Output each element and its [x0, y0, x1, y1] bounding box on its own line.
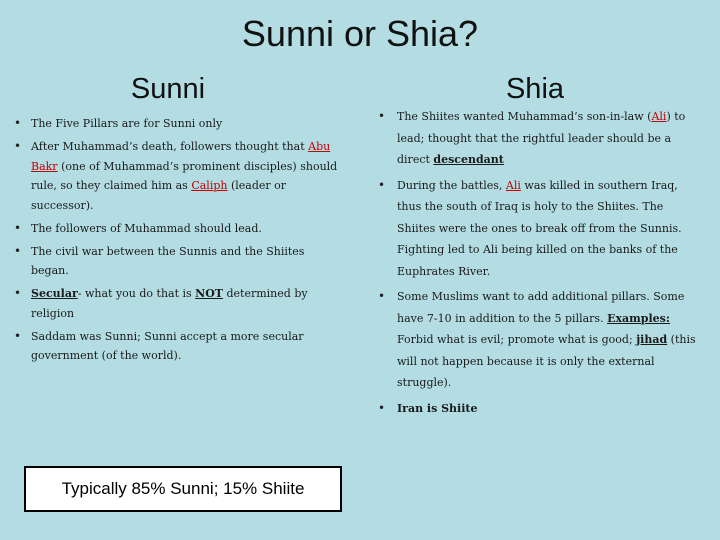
highlighted-term: Abu Bakr: [31, 140, 331, 173]
emphasized-term: Secular: [31, 287, 78, 300]
bullet-text: (this will not happen because it is only the external struggle).: [397, 333, 696, 389]
shia-bullet-item: [378, 106, 696, 171]
bullet-text: (leader or successor).: [31, 179, 287, 212]
bullet-text: (one of Muhammad’s prominent disciples) should rule, so they claimed him as: [31, 159, 338, 192]
emphasized-term: NOT: [195, 287, 223, 300]
bullet-text: The Shiites wanted Muhammad’s son-in-law (: [397, 110, 652, 123]
sunni-heading: Sunni: [130, 73, 206, 105]
emphasized-term: jihad: [636, 333, 668, 346]
population-share-box: Typically 85% Sunni; 15% Shiite: [24, 466, 342, 512]
shia-heading: Shia: [505, 73, 565, 105]
sunni-bullet-item: [14, 137, 344, 215]
highlighted-term: Caliph: [191, 179, 228, 192]
bullet-text: was killed in southern Iraq, thus the south of Iraq is holy to the Shiites. The Shiites were the ones to break off from the Sunnis. Fighting led to Ali being killed on the banks of the Euphrates River.: [397, 178, 682, 278]
highlighted-term: Ali: [505, 178, 521, 192]
emphasized-term: Examples:: [607, 311, 670, 325]
bullet-text: The civil war between the Sunnis and the Shiites began.: [31, 244, 305, 277]
bullet-text: determined by religion: [31, 287, 308, 320]
sunni-bullet-item: [14, 114, 344, 134]
sunni-bullet-list: [14, 114, 344, 369]
slide-title: Sunni or Shia?: [241, 13, 479, 54]
shia-bullet-item: [378, 175, 696, 283]
emphasized-term: descendant: [433, 153, 504, 166]
bullet-text: After Muhammad’s death, followers thought that: [31, 140, 309, 153]
highlighted-term: Ali: [651, 110, 667, 123]
bullet-text: Saddam was Sunni; Sunni accept a more secular government (of the world).: [31, 329, 304, 362]
shia-bullet-item: [378, 286, 696, 394]
bullet-text: Some Muslims want to add additional pillars. Some have 7-10 in addition to the 5 pillars.: [397, 290, 685, 325]
bullet-text: The followers of Muhammad should lead.: [31, 221, 262, 235]
bullet-text: During the battles,: [397, 178, 506, 192]
bold-text: Iran is Shiite: [397, 401, 478, 415]
bullet-text: Forbid what is evil; promote what is good;: [397, 333, 637, 346]
sunni-bullet-item: [14, 219, 344, 239]
sunni-bullet-item: [14, 327, 344, 366]
bullet-text: - what you do that is: [77, 287, 196, 300]
sunni-bullet-item: [14, 242, 344, 281]
bullet-text: ) to lead; thought that the rightful leader should be a direct: [397, 110, 686, 166]
sunni-bullet-item: [14, 284, 344, 323]
shia-bullet-item: [378, 398, 696, 420]
bullet-text: The Five Pillars are for Sunni only: [31, 117, 223, 130]
shia-bullet-list: [378, 106, 696, 423]
